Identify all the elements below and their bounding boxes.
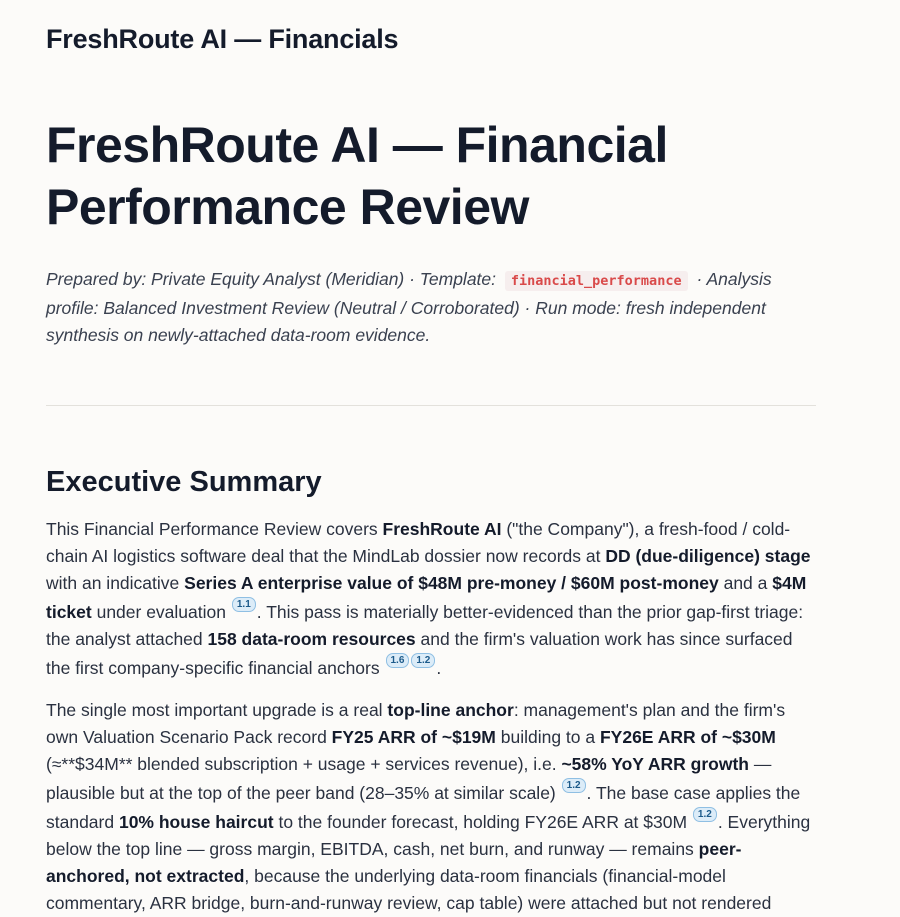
bold-text: peer-anchored, not extracted <box>46 839 742 886</box>
bold-text: 10% house haircut <box>118 812 274 832</box>
byline-profile: · Analysis profile: Balanced Investment Review (Neutral / Corroborated) · Run mode: fresh independent synthesis on newly-attached data-room evidence. <box>46 269 772 345</box>
template-code: financial_performance <box>505 271 688 291</box>
text: (≈**$34M** blended subscription + usage + services revenue), i.e. <box>46 754 562 774</box>
text: This Financial Performance Review covers <box>46 519 383 539</box>
executive-summary-paragraph-2 <box>46 697 816 917</box>
report-byline <box>46 266 816 349</box>
text: to the founder forecast, holding FY26E ARR at $30M <box>273 812 688 832</box>
bold-text: DD (due-diligence) stage <box>605 546 811 566</box>
text: and a <box>718 573 773 593</box>
citation-badge[interactable]: 1.2 <box>562 778 586 793</box>
executive-summary-paragraph-1 <box>46 516 816 682</box>
bold-text: FY26E ARR of ~$30M <box>599 727 776 747</box>
text: ("the Company"), a fresh-food / cold-chain AI logistics software deal that the MindLab dossier now records at <box>46 519 791 566</box>
text: The single most important upgrade is a real <box>46 700 388 720</box>
text: , because the underlying data-room financials (financial-model commentary, ARR bridge, burn-and-runway review, cap table) were attached but not rendered <box>46 866 772 913</box>
site-title: FreshRoute AI — Financials <box>46 24 399 54</box>
text: and the firm's valuation work has since surfaced the first company-specific financial anchors <box>46 629 793 678</box>
byline-prepared-by: Prepared by: Private Equity Analyst (Meridian) · Template: <box>46 269 497 289</box>
report-title: FreshRoute AI — Financial Performance Review <box>46 117 668 235</box>
text: building to a <box>495 727 600 747</box>
text: : management's plan and the firm's own Valuation Scenario Pack record <box>46 700 786 747</box>
report-content <box>46 114 816 917</box>
bold-text: top-line anchor <box>387 700 514 720</box>
citation-badge[interactable]: 1.6 <box>386 653 410 668</box>
text: — plausible but at the top of the peer band (28–35% at similar scale) <box>46 754 772 803</box>
text: with an indicative <box>46 573 185 593</box>
bold-text: $4M ticket <box>46 573 807 622</box>
citation-badge[interactable]: 1.2 <box>693 807 717 822</box>
bold-text: 158 data-room resources <box>207 629 416 649</box>
section-divider <box>46 405 816 406</box>
text: . This pass is materially better-evidenced than the prior gap-first triage: the analyst attached <box>46 602 804 649</box>
text: . <box>436 658 442 678</box>
citation-badge[interactable]: 1.1 <box>232 597 256 612</box>
bold-text: Series A enterprise value of $48M pre-money / $60M post-money <box>184 573 719 593</box>
bold-text: FY25 ARR of ~$19M <box>331 727 496 747</box>
executive-summary-heading: Executive Summary <box>46 466 322 498</box>
text: under evaluation <box>91 602 226 622</box>
bold-text: FreshRoute AI <box>382 519 502 539</box>
text: . The base case applies the standard <box>46 783 801 832</box>
bold-text: ~58% YoY ARR growth <box>561 754 749 774</box>
citation-badge[interactable]: 1.2 <box>411 653 435 668</box>
text: . Everything below the top line — gross margin, EBITDA, cash, net burn, and runway — remains <box>46 812 811 859</box>
